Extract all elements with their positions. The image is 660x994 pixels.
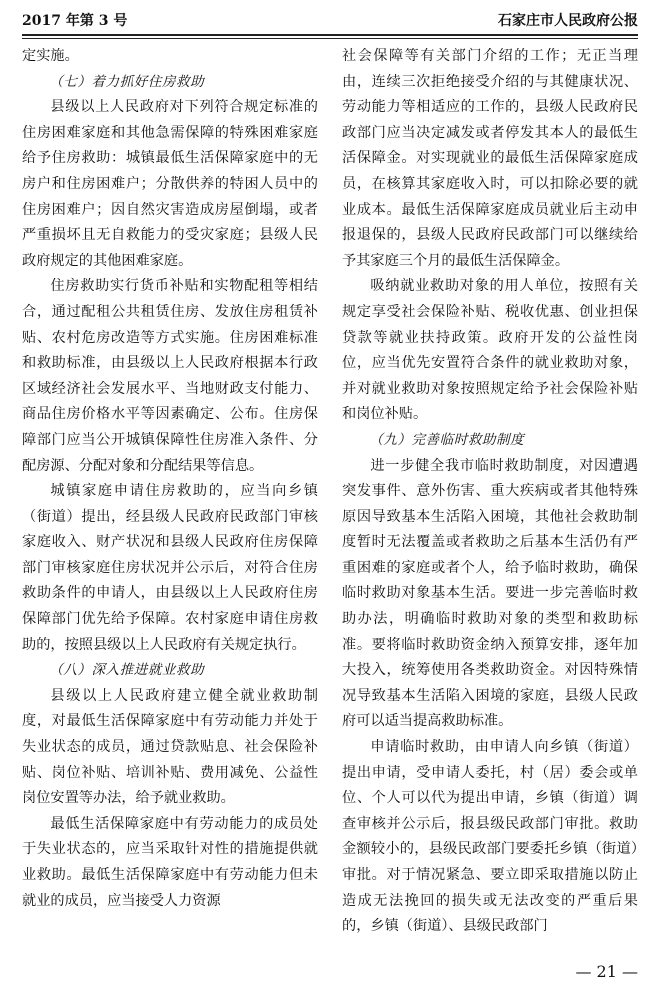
section-heading-9: （九）完善临时救助制度 xyxy=(369,431,525,448)
paragraph: 住房救助实行货币补贴和实物配租等相结合，通过配租公共租赁住房、发放住房租赁补贴、农村危房改造等方式实施。住房困难标准和救助标准，由县级以上人民政府根据本行政区域经济社会发展水平、当地财政支付能力、商品住房价格水平等因素确定、公布。住房保障部门应当公开城镇保障性住房准入条件、分配房源、分配对象和分配结果等信息。 xyxy=(22,278,318,474)
paragraph: 定实施。 xyxy=(22,48,79,64)
section-heading-7: （七）着力抓好住房救助 xyxy=(49,73,205,90)
left-column xyxy=(22,44,318,956)
paragraph: 吸纳就业救助对象的用人单位，按照有关规定享受社会保险补贴、税收优惠、创业担保贷款等就业扶持政策。政府开发的公益性岗位，应当优先安置符合条件的就业救助对象，并对就业救助对象按照规定给予社会保险补贴和岗位补贴。 xyxy=(342,278,638,423)
section-heading-8: （八）深入推进就业救助 xyxy=(49,662,205,679)
header-rule-thin xyxy=(22,38,638,39)
issue-label: 2017 年第 3 号 xyxy=(22,13,128,29)
paragraph: 申请临时救助，由申请人向乡镇（街道）提出申请，受申请人委托，村（居）委会或单位、个人可以代为提出申请，乡镇（街道）调查审核并公示后，报县级民政部门审批。救助金额较小的，县级民政部门要委托乡镇（街道）审批。对于情况紧急、要立即采取措施以防止造成无法挽回的损失或无法改变的严重后果的，乡镇（街道）、县级民政部门 xyxy=(342,739,638,935)
paragraph: 县级以上人民政府对下列符合规定标准的住房困难家庭和其他急需保障的特殊困难家庭给予住房救助：城镇最低生活保障家庭中的无房户和住房困难户；分散供养的特困人员中的住房困难户；因自然灾害造成房屋倒塌，或者严重损坏且无自救能力的受灾家庭；县级人民政府规定的其他困难家庭。 xyxy=(22,99,318,269)
paragraph: 县级以上人民政府建立健全就业救助制度，对最低生活保障家庭中有劳动能力并处于失业状态的成员，通过贷款贴息、社会保险补贴、岗位补贴、培训补贴、费用减免、公益性岗位安置等办法，给予就业救助。 xyxy=(22,687,318,807)
paragraph: 城镇家庭申请住房救助的，应当向乡镇（街道）提出，经县级人民政府民政部门审核家庭收入、财产状况和县级人民政府住房保障部门审核家庭住房状况并公示后，对符合住房救助条件的申请人，由县级以上人民政府住房保障部门优先给予保障。农村家庭申请住房救助的，按照县级以上人民政府有关规定执行。 xyxy=(22,483,318,653)
publication-title: 石家庄市人民政府公报 xyxy=(498,13,638,29)
paragraph: 社会保障等有关部门介绍的工作；无正当理由，连续三次拒绝接受介绍的与其健康状况、劳动能力等相适应的工作的，县级人民政府民政部门应当决定减发或者停发其本人的最低生活保障金。对实现就业的最低生活保障家庭成员，在核算其家庭收入时，可以扣除必要的就业成本。最低生活保障家庭成员就业后主动申报退保的，县级人民政府民政部门可以继续给予其家庭三个月的最低生活保障金。 xyxy=(342,48,638,269)
header-rule xyxy=(22,34,638,36)
paragraph: 最低生活保障家庭中有劳动能力的成员处于失业状态的，应当采取针对性的措施提供就业救助。最低生活保障家庭中有劳动能力但未就业的成员，应当接受人力资源 xyxy=(22,815,318,909)
page-header xyxy=(22,10,638,32)
paragraph: 进一步健全我市临时救助制度，对因遭遇突发事件、意外伤害、重大疾病或者其他特殊原因导致基本生活陷入困境，其他社会救助制度暂时无法覆盖或者救助之后基本生活仍有严重困难的家庭或者个人，给予临时救助，确保临时救助对象基本生活。要进一步完善临时救助办法，明确临时救助对象的类型和救助标准。要将临时救助资金纳入预算安排，逐年加大投入，统筹使用各类救助资金。对因特殊情况导致基本生活陷入困境的家庭，县级人民政府可以适当提高救助标准。 xyxy=(342,457,638,730)
right-column xyxy=(342,44,638,956)
page-number: — 21 — xyxy=(575,962,638,981)
